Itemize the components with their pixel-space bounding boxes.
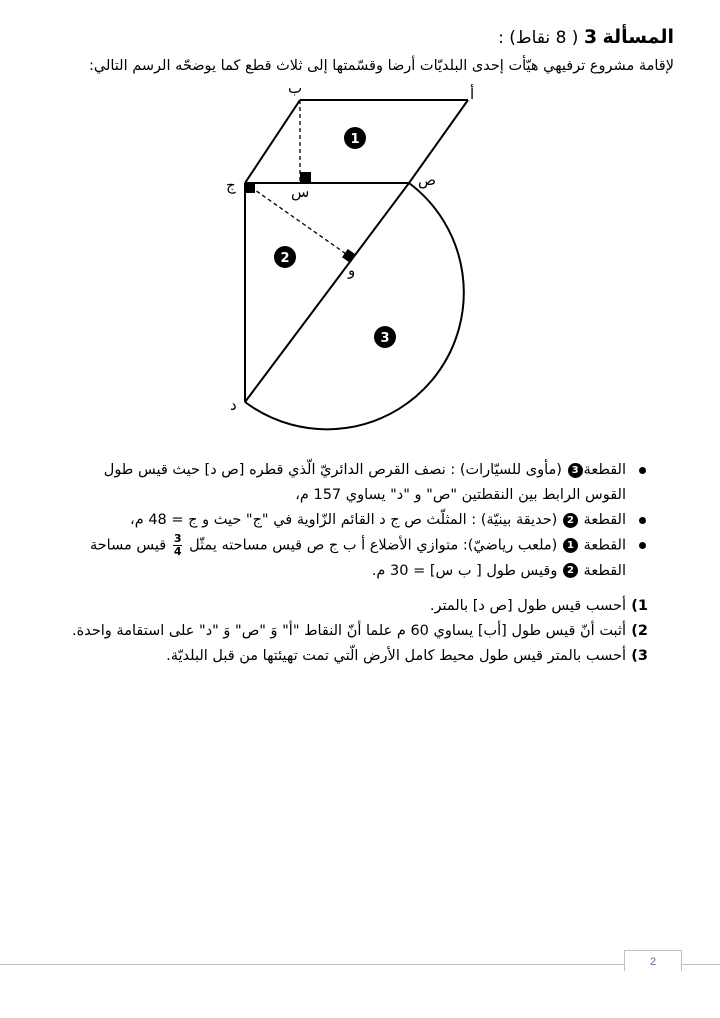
- plot-3-line1: (مأوى للسيّارات) : نصف القرص الدائريّ الّذي قطره [ص د] حيث قيس طول: [103, 462, 562, 478]
- question-1: [68, 594, 648, 619]
- plot-number-badge: 2: [563, 513, 578, 528]
- right-angle-marker-s: [300, 172, 311, 183]
- region-3-badge: [374, 326, 396, 348]
- geometry-figure: [0, 0, 720, 440]
- region-2-number: 2: [280, 251, 290, 266]
- plot-1-text-a: (ملعب رياضيّ): متوازي الأضلاع أ ب ج ص قيس مساحته يمثّل: [189, 537, 558, 554]
- footer-rule: [0, 964, 720, 965]
- intro-text: لإقامة مشروع ترفيهي هيّأت إحدى البلديّات أرضا وقسّمتها إلى ثلاث قطع كما يوضحّه الرسم التالي:: [89, 58, 674, 74]
- label-point-a: أ: [470, 85, 475, 103]
- description-plot-2: [88, 508, 648, 533]
- label-point-s: س: [291, 183, 310, 201]
- plot-descriptions: [88, 458, 648, 584]
- page-number: 2: [624, 950, 682, 971]
- label-point-b: ب: [288, 79, 303, 97]
- question-number: 3): [631, 648, 648, 664]
- plot-number-badge: 1: [563, 538, 578, 553]
- region-1-number: 1: [350, 132, 360, 147]
- question-number: 1): [631, 598, 648, 614]
- question-3: [68, 644, 648, 669]
- question-number: 2): [631, 623, 648, 639]
- plot-1-line2: وقيس طول [ ب س] = 30 م.: [371, 562, 558, 579]
- question-text: أثبت أنّ قيس طول [أب] يساوي 60 م علما أنّ النقاط "أ" وَ "ص" وَ "د" على استقامة واحدة.: [72, 623, 626, 639]
- plot-3-line2: القوس الرابط بين النقطتين "ص" و "د" يساوي 157 م،: [295, 487, 626, 503]
- plot-1-text-b: قيس مساحة: [89, 537, 167, 554]
- description-plot-3: [88, 458, 648, 508]
- label-point-sad: ص: [418, 171, 437, 189]
- plot-2-text: (حديقة بينيّة) : المثلّث ص ج د القائم الزّاوية في "ج" حيث و ج = 48 م،: [130, 512, 558, 528]
- title-prefix: المسألة: [602, 26, 674, 48]
- plot-label: القطعة: [583, 562, 626, 579]
- title-number: 3: [583, 26, 598, 48]
- label-point-w: و: [348, 261, 356, 279]
- title-points: ( 8 نقاط) :: [498, 28, 579, 48]
- segment-b-j: [245, 100, 300, 183]
- right-angle-marker-j: [245, 183, 255, 193]
- region-3-number: 3: [380, 331, 390, 346]
- fraction-numerator: 3: [173, 532, 182, 545]
- plot-label: القطعة: [583, 512, 626, 528]
- label-point-j: ج: [226, 176, 236, 194]
- label-point-d: د: [230, 396, 237, 414]
- description-plot-1: [88, 533, 648, 584]
- semicircle-arc: [245, 183, 464, 429]
- fraction-three-quarters: [173, 533, 183, 558]
- question-text: أحسب بالمتر قيس طول محيط كامل الأرض الّتي تمت تهيئتها من قبل البلديّة.: [166, 648, 626, 664]
- plot-number-badge: 3: [568, 463, 583, 478]
- question-2: [68, 619, 648, 644]
- plot-label: القطعة: [583, 537, 626, 554]
- fraction-denominator: 4: [173, 545, 182, 558]
- question-text: أحسب قيس طول [ص د] بالمتر.: [429, 598, 626, 614]
- plot-label: القطعة: [583, 462, 626, 478]
- segment-sad-d: [245, 183, 409, 402]
- plot-number-badge: 2: [563, 563, 578, 578]
- region-2-badge: [274, 246, 296, 268]
- region-1-badge: [344, 127, 366, 149]
- questions-list: [68, 594, 648, 669]
